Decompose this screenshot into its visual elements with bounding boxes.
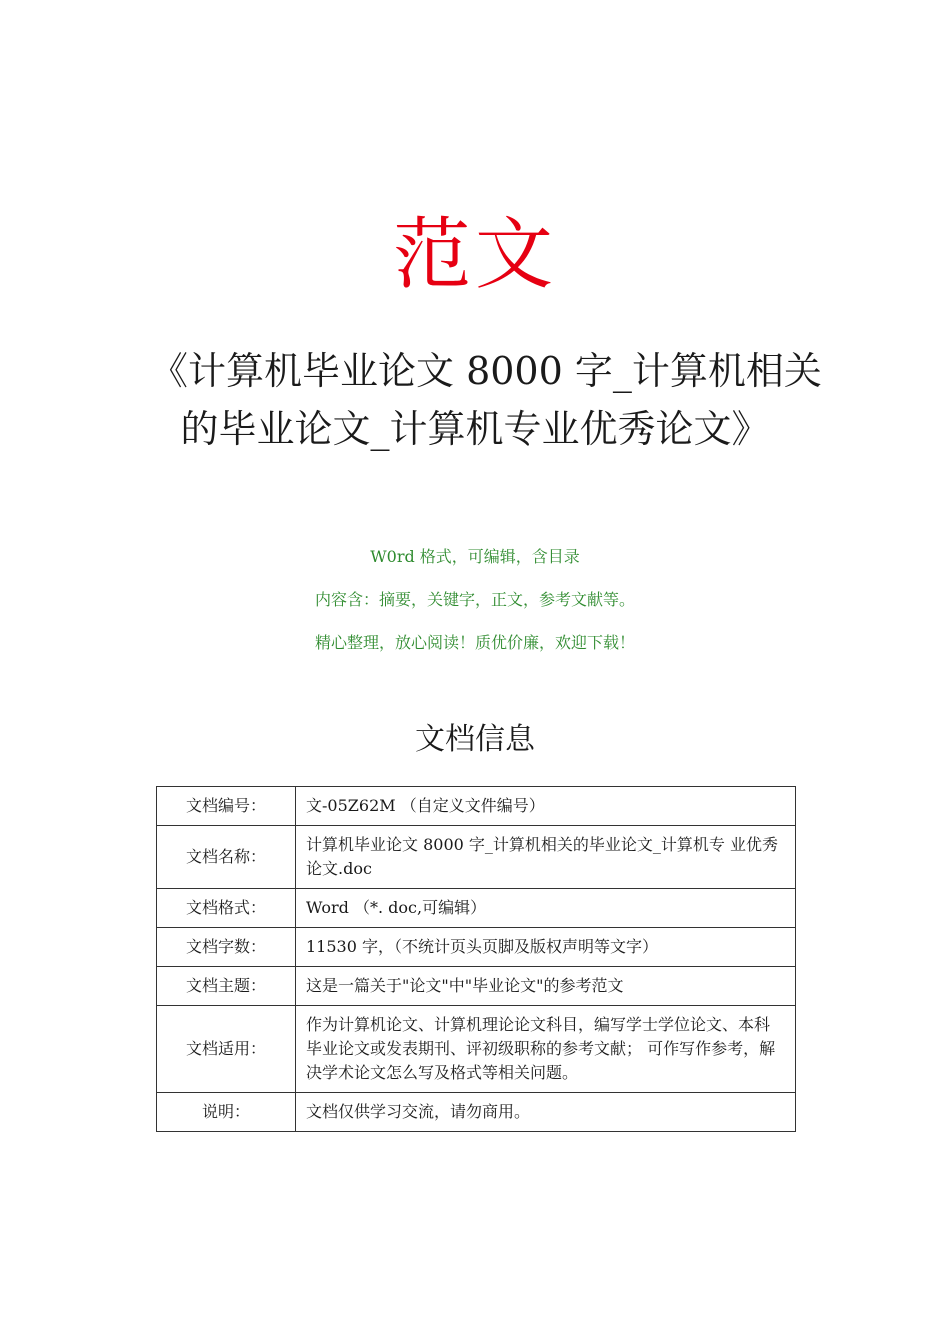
table-row bbox=[157, 787, 796, 826]
row-label-doc-format: 文档格式： bbox=[157, 889, 296, 928]
row-label-doc-number: 文档编号： bbox=[157, 787, 296, 826]
table-row bbox=[157, 967, 796, 1006]
row-label-doc-name: 文档名称： bbox=[157, 826, 296, 889]
promo-download-note: 精心整理，放心阅读！质优价廉，欢迎下载！ bbox=[314, 633, 635, 652]
document-title bbox=[150, 342, 822, 458]
row-value-doc-usage: 作为计算机论文、计算机理论论文科目，编写学士学位论文、本科毕业论文或发表期刊、评初级职称的参考文献； 可作写作参考，解决学术论文怎么写及格式等相关问题。 bbox=[296, 1006, 796, 1093]
document-title-line-1: 《计算机毕业论文 8000 字_计算机相关 bbox=[150, 349, 822, 393]
row-label-note: 说明： bbox=[157, 1093, 296, 1132]
row-label-word-count: 文档字数： bbox=[157, 928, 296, 967]
row-value-word-count: 11530 字，（不统计页头页脚及版权声明等文字） bbox=[296, 928, 796, 967]
row-value-note: 文档仅供学习交流，请勿商用。 bbox=[296, 1093, 796, 1132]
document-title-line-2: 的毕业论文_计算机专业优秀论文》 bbox=[180, 407, 770, 451]
table-row bbox=[157, 826, 796, 889]
promo-contents-note: 内容含：摘要，关键字，正文，参考文献等。 bbox=[314, 590, 635, 609]
document-info-table bbox=[156, 786, 796, 1132]
row-value-doc-topic: 这是一篇关于"论文"中"毕业论文"的参考范文 bbox=[296, 967, 796, 1006]
row-label-doc-usage: 文档适用： bbox=[157, 1006, 296, 1093]
big-title: 范文 bbox=[392, 210, 557, 300]
table-row bbox=[157, 889, 796, 928]
row-value-doc-format: Word （*. doc,可编辑） bbox=[296, 889, 796, 928]
row-value-doc-name: 计算机毕业论文 8000 字_计算机相关的毕业论文_计算机专 业优秀论文.doc bbox=[296, 826, 796, 889]
promo-format-note: W0rd 格式，可编辑，含目录 bbox=[370, 547, 580, 566]
table-row bbox=[157, 1093, 796, 1132]
row-value-doc-number: 文-05Z62M （自定义文件编号） bbox=[296, 787, 796, 826]
table-row bbox=[157, 1006, 796, 1093]
table-row bbox=[157, 928, 796, 967]
row-label-doc-topic: 文档主题： bbox=[157, 967, 296, 1006]
info-section-title: 文档信息 bbox=[415, 722, 535, 757]
